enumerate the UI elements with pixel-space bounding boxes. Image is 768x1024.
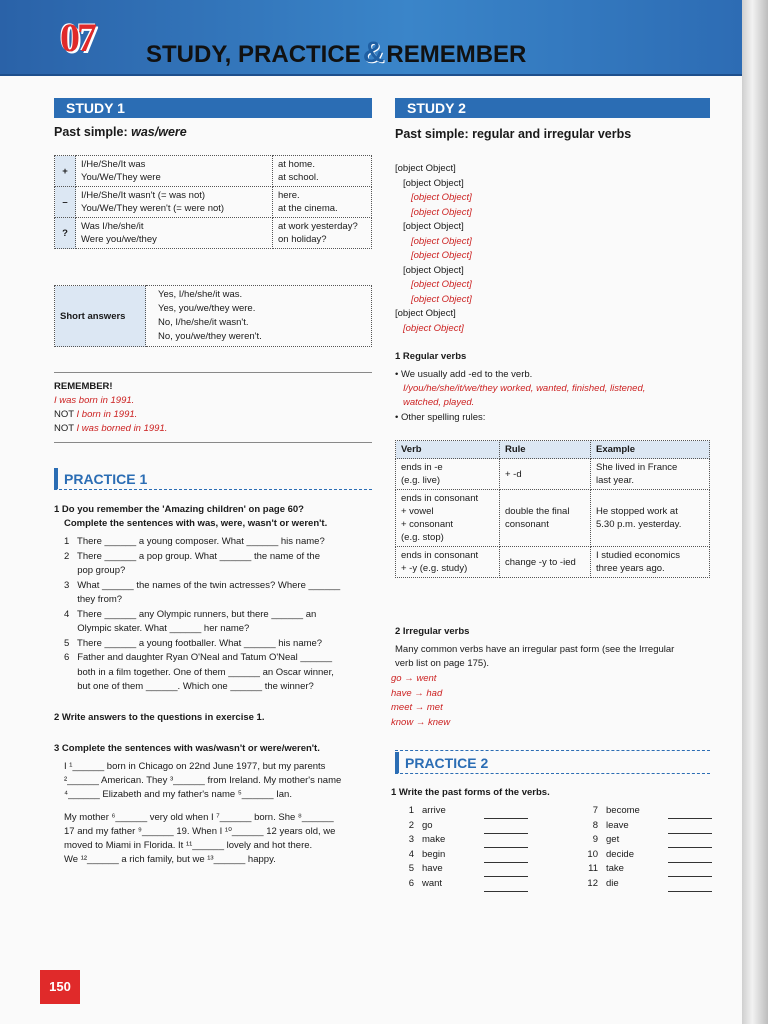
exercise-item: pop group? bbox=[64, 565, 126, 576]
exercise-item: Olympic skater. What ______ her name? bbox=[64, 623, 250, 634]
study2-explanation bbox=[395, 162, 472, 336]
irregular-verbs-text-cont: verb list on page 175). bbox=[395, 658, 490, 669]
cell-line: three years ago. bbox=[596, 563, 665, 574]
remember-line-2 bbox=[54, 408, 137, 421]
exercise-item: 5 There ______ a young footballer. What ______ his name? bbox=[64, 637, 323, 649]
cell-line: ends in -e bbox=[401, 462, 443, 473]
cell-line: He stopped work at bbox=[596, 506, 678, 517]
example-sentence: [object Object] bbox=[411, 250, 472, 261]
cell-rule bbox=[500, 547, 591, 578]
cell-line: She lived in France bbox=[596, 462, 678, 473]
row-complement bbox=[273, 218, 372, 249]
exercise-item: 3 What ______ the names of the twin actresses? Where ______ bbox=[64, 579, 341, 591]
irregular-example: meet → met bbox=[391, 702, 443, 713]
practice1-q3-paragraph-1 bbox=[64, 760, 341, 802]
answer-blank[interactable] bbox=[668, 848, 712, 863]
verb-number: 2 bbox=[408, 819, 414, 831]
answer-blank[interactable] bbox=[668, 819, 712, 834]
irregular-example: have → had bbox=[391, 687, 443, 699]
paragraph-line: moved to Miami in Florida. It ¹¹______ lovely and hot there. bbox=[64, 840, 313, 851]
cell-line: + vowel bbox=[401, 506, 434, 517]
irregular-verbs-examples bbox=[391, 672, 450, 730]
cell-line: last year. bbox=[596, 475, 635, 486]
practice2-heading: PRACTICE 2 bbox=[395, 752, 710, 774]
grammar-row bbox=[55, 156, 372, 187]
verb-word: go bbox=[422, 819, 433, 831]
row-subject bbox=[76, 187, 273, 218]
divider bbox=[395, 750, 710, 751]
cell-line: (e.g. live) bbox=[401, 475, 441, 486]
subject-line: I/He/She/It was bbox=[81, 159, 146, 170]
paragraph-line: ⁴______ Elizabeth and my father's name ⁵______ Ian. bbox=[64, 789, 292, 800]
row-complement bbox=[273, 156, 372, 187]
table-header: Example bbox=[591, 441, 710, 459]
practice1-q1-line-b: Complete the sentences with was, were, wasn't or weren't. bbox=[64, 518, 328, 529]
complement-line: here. bbox=[278, 190, 300, 201]
complement-line: at home. bbox=[278, 159, 315, 170]
unit-number: 07 bbox=[60, 15, 94, 60]
regular-verbs-example: I/you/he/she/it/we/they worked, wanted, finished, listened, bbox=[403, 383, 646, 394]
verb-row bbox=[396, 804, 712, 819]
row-sign: ? bbox=[55, 218, 76, 249]
study1-heading: STUDY 1 bbox=[54, 98, 372, 118]
divider bbox=[54, 442, 372, 443]
verb-number: 1 bbox=[408, 805, 414, 816]
verb-word: begin bbox=[422, 848, 446, 860]
cell-line: double the final bbox=[505, 506, 570, 517]
cell-verb bbox=[396, 459, 500, 490]
cell-line: + -d bbox=[505, 468, 522, 480]
exercise-item: 4 There ______ any Olympic runners, but there ______ an bbox=[64, 608, 317, 620]
subject-line: Was I/he/she/it bbox=[81, 221, 144, 232]
unit-title bbox=[146, 36, 526, 70]
regular-verbs-rule: • We usually add -ed to the verb. bbox=[395, 369, 533, 380]
table-row bbox=[396, 547, 710, 578]
cell-example bbox=[591, 547, 710, 578]
study1-subtitle-text: Past simple: bbox=[54, 125, 132, 139]
exercise-item: but one of them ______. Which one ______ the winner? bbox=[64, 681, 314, 692]
verb-number: 6 bbox=[408, 877, 414, 889]
exercise-item: 1 There ______ a young composer. What ______ his name? bbox=[64, 536, 325, 547]
verb-number: 10 bbox=[587, 848, 598, 860]
grammar-row bbox=[55, 218, 372, 249]
example-sentence: [object Object] bbox=[411, 279, 472, 290]
complement-line: at school. bbox=[278, 172, 319, 183]
exercise-item: both in a film together. One of them ______ an Oscar winner, bbox=[64, 666, 334, 678]
cell-rule bbox=[500, 459, 591, 490]
verb-word: get bbox=[606, 834, 620, 845]
paragraph-line: I ¹______ born in Chicago on 22nd June 1977, but my parents bbox=[64, 761, 326, 772]
study2-heading: STUDY 2 bbox=[395, 98, 710, 118]
paragraph-line: We ¹²______ a rich family, but we ¹³______ happy. bbox=[64, 854, 276, 865]
was-were-table bbox=[54, 155, 372, 249]
explanation-line: [object Object] bbox=[403, 177, 464, 189]
page-edge-shadow bbox=[742, 0, 768, 1024]
remember-line-1: I was born in 1991. bbox=[54, 395, 135, 406]
exercise-item: 6 Father and daughter Ryan O'Neal and Tatum O'Neal ______ bbox=[64, 652, 333, 663]
answer-blank[interactable] bbox=[484, 848, 528, 863]
remember-not: NOT bbox=[54, 409, 77, 420]
cell-line: ends in consonant bbox=[401, 493, 479, 504]
example-sentence: [object Object] bbox=[411, 293, 472, 305]
verb-word: take bbox=[606, 863, 624, 874]
cell-example bbox=[591, 459, 710, 490]
cell-line: (e.g. stop) bbox=[401, 532, 444, 543]
table-row bbox=[396, 459, 710, 490]
answer-blank[interactable] bbox=[668, 833, 712, 848]
remember-wrong: I born in 1991. bbox=[76, 409, 138, 420]
verb-number: 7 bbox=[592, 805, 598, 816]
row-subject bbox=[76, 156, 273, 187]
cell-line: ends in consonant bbox=[401, 550, 479, 561]
remember-title: REMEMBER! bbox=[54, 381, 113, 392]
practice2-q1: 1 Write the past forms of the verbs. bbox=[391, 787, 550, 798]
irregular-example: go → went bbox=[391, 673, 437, 684]
explanation-line: [object Object] bbox=[403, 221, 464, 232]
verb-row bbox=[396, 862, 712, 877]
subject-line: You/We/They were bbox=[81, 172, 161, 183]
verb-row bbox=[396, 877, 712, 892]
verb-list bbox=[396, 804, 712, 892]
irregular-verbs-title: 2 Irregular verbs bbox=[395, 626, 470, 637]
spelling-rules-table bbox=[395, 440, 710, 578]
spacer bbox=[528, 833, 580, 848]
irregular-example: know → knew bbox=[391, 716, 451, 728]
study1-subtitle-italic: was/were bbox=[131, 125, 187, 139]
cell-line: I studied economics bbox=[596, 550, 680, 561]
row-sign: + bbox=[55, 156, 76, 187]
row-subject bbox=[76, 218, 273, 249]
example-sentence: [object Object] bbox=[403, 322, 464, 334]
verb-number: 4 bbox=[408, 848, 414, 860]
answer-blank[interactable] bbox=[484, 819, 528, 834]
short-answer: No, you/we/they weren't. bbox=[158, 331, 262, 342]
grammar-row bbox=[55, 187, 372, 218]
cell-verb bbox=[396, 490, 500, 547]
remember-line-3 bbox=[54, 422, 167, 435]
regular-verbs-example-cont: watched, played. bbox=[403, 397, 475, 408]
short-answers-lines bbox=[146, 286, 372, 347]
example-sentence: [object Object] bbox=[411, 192, 472, 203]
explanation-line: [object Object] bbox=[403, 264, 464, 276]
cell-line: + consonant bbox=[401, 519, 454, 530]
paragraph-line: 17 and my father ⁹______ 19. When I ¹⁰______ 12 years old, we bbox=[64, 826, 336, 837]
practice1-q2: 2 Write answers to the questions in exercise 1. bbox=[54, 712, 265, 723]
table-header: Verb bbox=[396, 441, 500, 459]
practice1-q3: 3 Complete the sentences with was/wasn't or were/weren't. bbox=[54, 743, 320, 754]
answer-blank[interactable] bbox=[668, 804, 712, 819]
practice1-q3-paragraph-2 bbox=[64, 811, 335, 867]
explanation-line: [object Object] bbox=[395, 163, 456, 174]
verb-word: have bbox=[422, 863, 443, 874]
verb-word: leave bbox=[606, 819, 629, 831]
verb-word: become bbox=[606, 805, 640, 816]
short-answers-table bbox=[54, 285, 372, 347]
cell-example bbox=[591, 490, 710, 547]
remember-wrong: I was borned in 1991. bbox=[76, 423, 168, 434]
complement-line: at the cinema. bbox=[278, 203, 338, 214]
regular-verbs-title: 1 Regular verbs bbox=[395, 351, 467, 362]
short-answer: No, I/he/she/it wasn't. bbox=[158, 317, 249, 328]
cell-line: 5.30 p.m. yesterday. bbox=[596, 519, 682, 530]
answer-blank[interactable] bbox=[668, 862, 712, 877]
answer-blank[interactable] bbox=[484, 877, 528, 892]
page-number: 150 bbox=[40, 970, 80, 1004]
ampersand-logo: & bbox=[362, 36, 385, 69]
cell-line: change -y to -ied bbox=[505, 556, 576, 568]
table-header: Rule bbox=[500, 441, 591, 459]
irregular-verbs-text: Many common verbs have an irregular past form (see the Irregular bbox=[395, 644, 675, 655]
unit-title-part-2: REMEMBER bbox=[386, 41, 527, 68]
spacer bbox=[528, 877, 580, 892]
subject-line: You/We/They weren't (= were not) bbox=[81, 203, 225, 214]
verb-number: 3 bbox=[408, 834, 414, 845]
cell-line: + -y (e.g. study) bbox=[401, 563, 468, 574]
verb-word: arrive bbox=[422, 805, 446, 816]
verb-word: decide bbox=[606, 848, 634, 860]
spacer bbox=[528, 862, 580, 877]
verb-word: make bbox=[422, 834, 446, 845]
answer-blank[interactable] bbox=[484, 862, 528, 877]
verb-number: 5 bbox=[408, 863, 414, 874]
verb-row bbox=[396, 848, 712, 863]
verb-word: die bbox=[606, 877, 619, 889]
exercise-item: they from? bbox=[64, 594, 123, 605]
row-sign: – bbox=[55, 187, 76, 218]
complement-line: at work yesterday? bbox=[278, 221, 358, 232]
spelling-rules-intro: • Other spelling rules: bbox=[395, 412, 486, 423]
short-answer: Yes, I/he/she/it was. bbox=[158, 289, 243, 300]
short-answer: Yes, you/we/they were. bbox=[158, 303, 256, 314]
explanation-line: [object Object] bbox=[395, 308, 456, 319]
divider bbox=[54, 372, 372, 373]
verb-number: 8 bbox=[592, 819, 598, 831]
answer-blank[interactable] bbox=[484, 833, 528, 848]
example-sentence: [object Object] bbox=[411, 206, 472, 218]
subject-line: I/He/She/It wasn't (= was not) bbox=[81, 190, 206, 201]
paragraph-line: ²______ American. They ³______ from Ireland. My mother's name bbox=[64, 775, 342, 786]
unit-title-part-1: STUDY, PRACTICE bbox=[146, 41, 361, 68]
spacer bbox=[528, 819, 580, 834]
paragraph-line: My mother ⁶______ very old when I ⁷______ born. She ⁸______ bbox=[64, 812, 334, 823]
verb-word: want bbox=[422, 877, 443, 889]
verb-number: 11 bbox=[588, 863, 598, 874]
spacer bbox=[528, 848, 580, 863]
cell-verb bbox=[396, 547, 500, 578]
table-row bbox=[396, 490, 710, 547]
cell-rule bbox=[500, 490, 591, 547]
subject-line: Were you/we/they bbox=[81, 234, 157, 245]
verb-number: 9 bbox=[592, 834, 598, 845]
answer-blank[interactable] bbox=[668, 877, 712, 892]
remember-not: NOT bbox=[54, 423, 77, 434]
practice1-heading: PRACTICE 1 bbox=[54, 468, 372, 490]
short-answers-label: Short answers bbox=[55, 286, 146, 347]
study1-subtitle bbox=[54, 125, 187, 139]
verb-row bbox=[396, 819, 712, 834]
unit-banner bbox=[0, 0, 742, 76]
spacer bbox=[528, 804, 580, 819]
exercise-item: 2 There ______ a pop group. What ______ the name of the bbox=[64, 550, 320, 562]
row-complement bbox=[273, 187, 372, 218]
complement-line: on holiday? bbox=[278, 234, 327, 245]
practice1-q1-items bbox=[64, 535, 340, 695]
study2-subtitle: Past simple: regular and irregular verbs bbox=[395, 127, 632, 141]
practice1-q1-line-a: 1 Do you remember the 'Amazing children' on page 60? bbox=[54, 504, 304, 515]
cell-line: consonant bbox=[505, 519, 549, 530]
example-sentence: [object Object] bbox=[411, 235, 472, 247]
answer-blank[interactable] bbox=[484, 804, 528, 819]
verb-number: 12 bbox=[587, 877, 598, 889]
verb-row bbox=[396, 833, 712, 848]
